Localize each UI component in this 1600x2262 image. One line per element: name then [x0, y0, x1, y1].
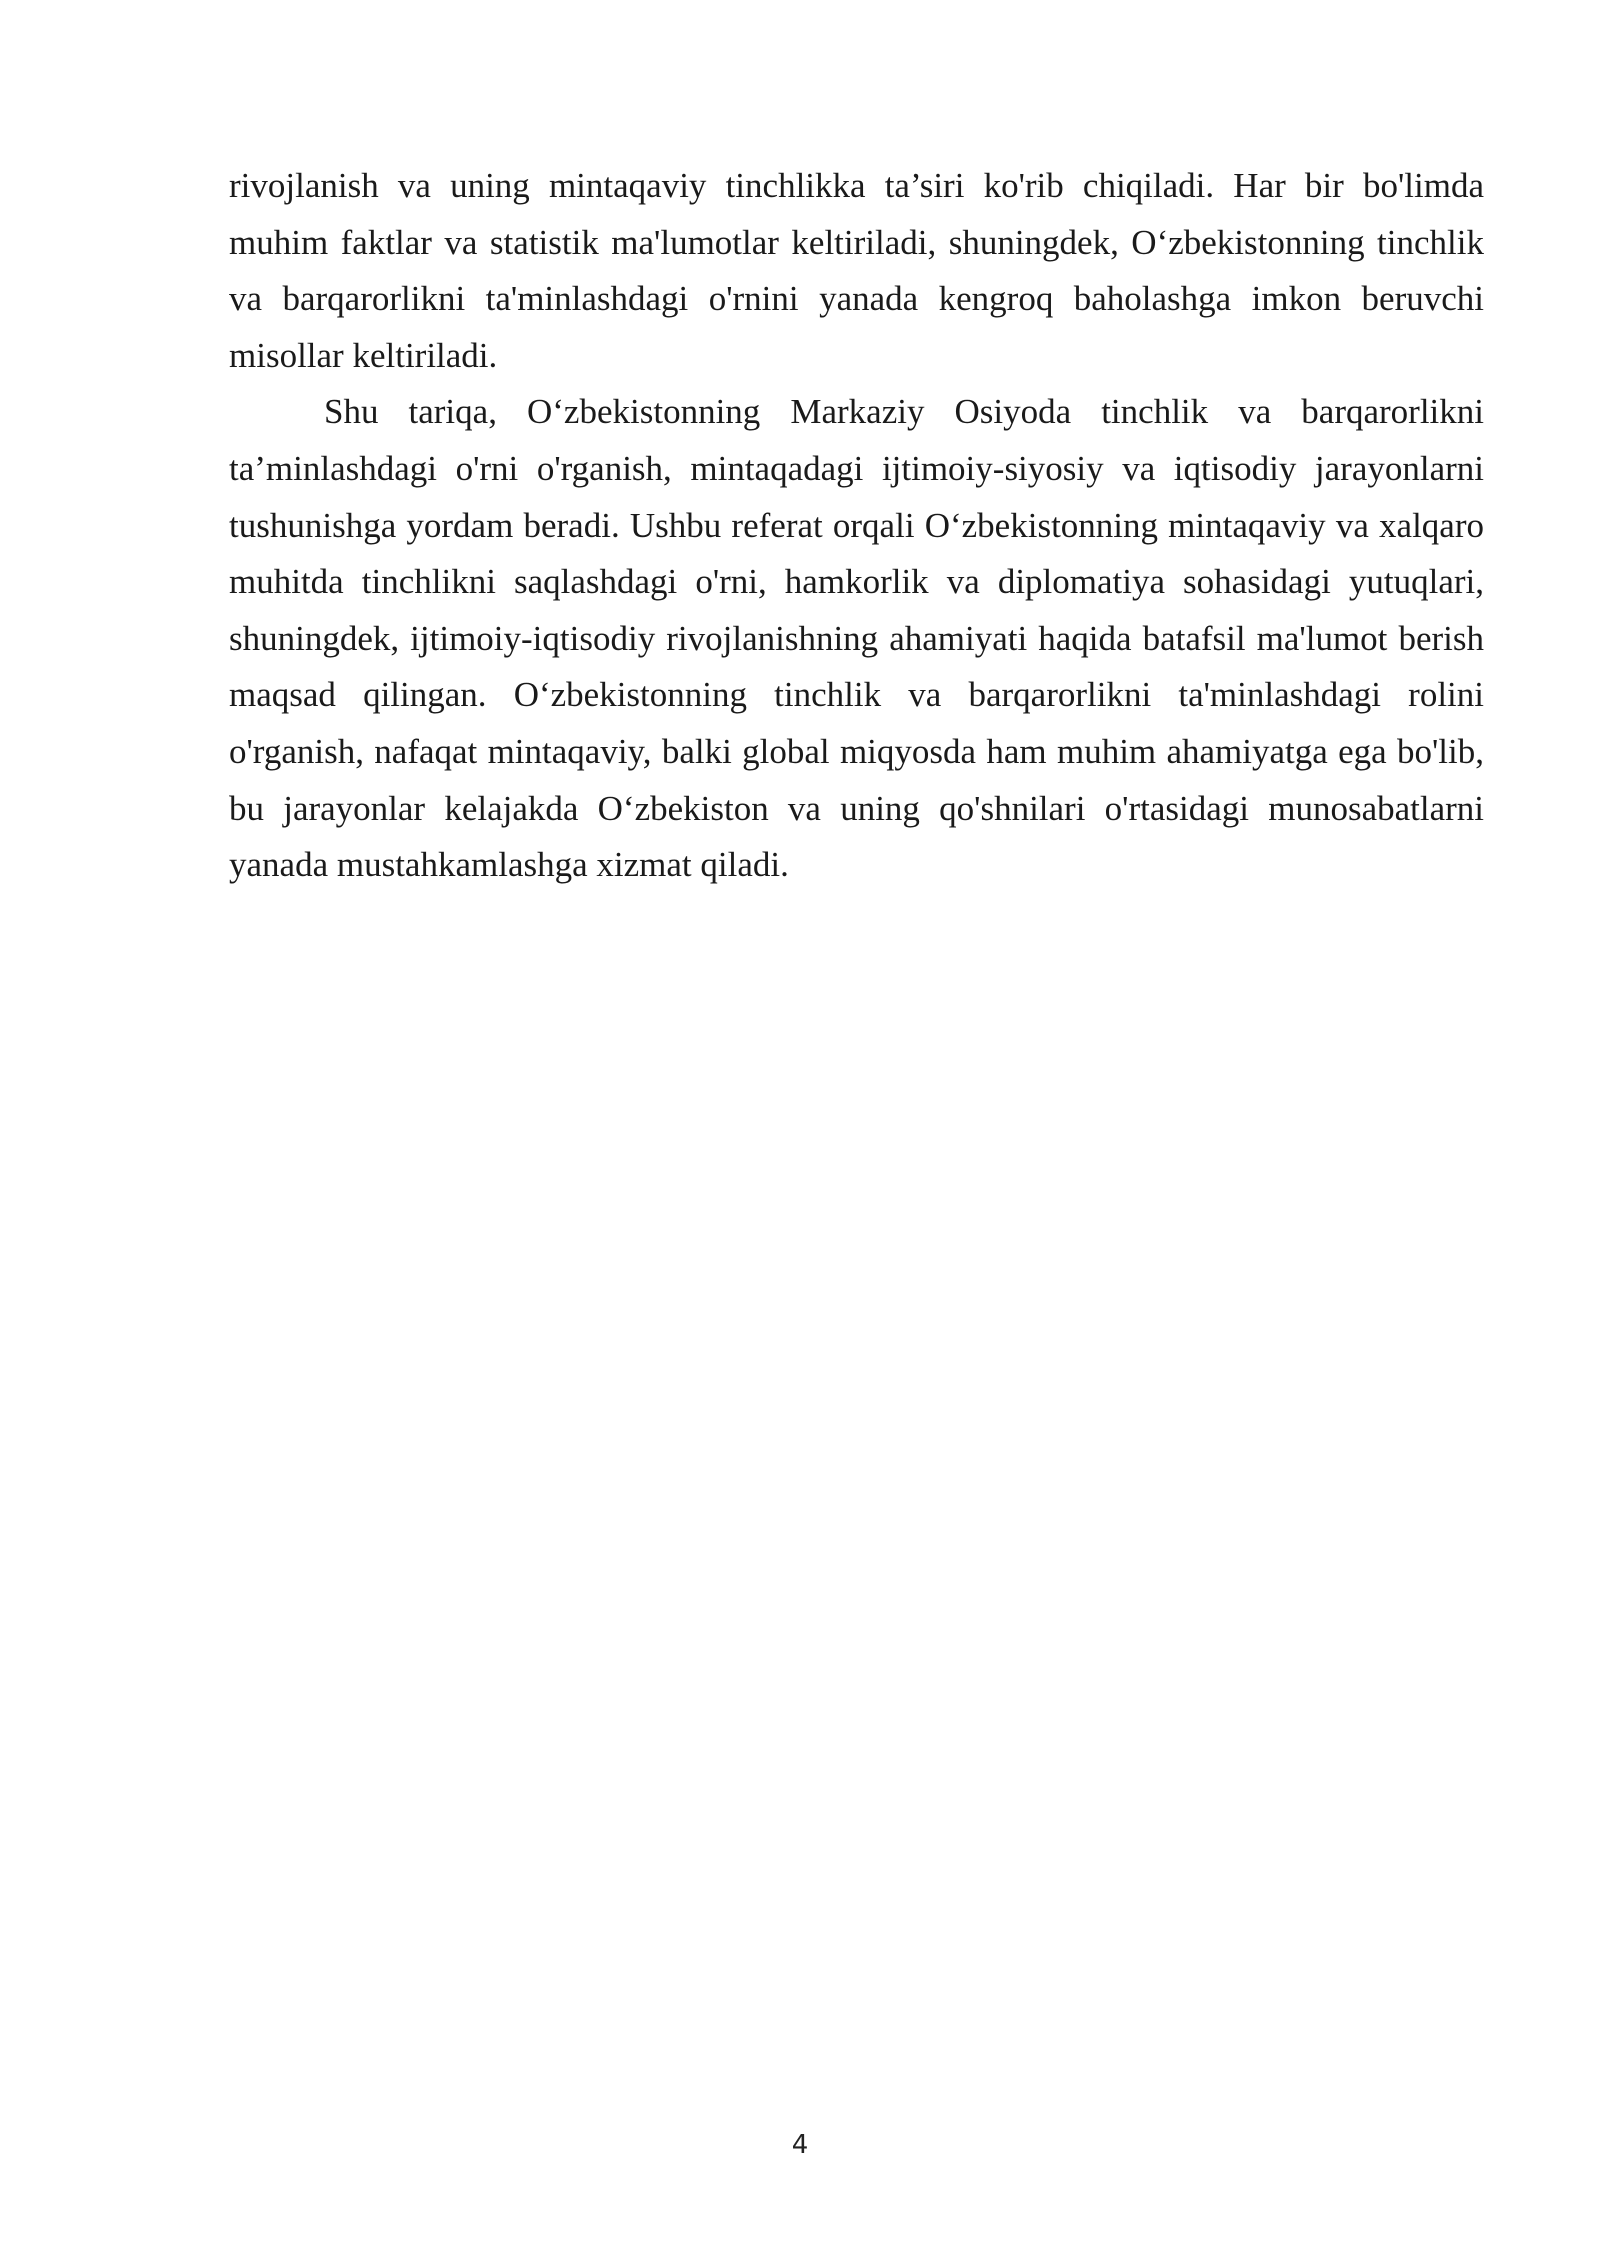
body-text	[229, 158, 1484, 894]
page-number: 4	[791, 2130, 809, 2160]
paragraph-conclusion: Shu tariqa, O‘zbekistonning Markaziy Osiyoda tinchlik va barqarorlikni ta’minlashdagi o'rni o'rganish, mintaqadagi ijtimoiy-siyosiy va iqtisodiy jarayonlarni tushunishga yordam beradi. Ushbu referat orqali O‘zbekistonning mintaqaviy va xalqaro muhitda tinchlikni saqlashdagi o'rni, hamkorlik va diplomatiya sohasidagi yutuqlari, shuningdek, ijtimoiy-iqtisodiy rivojlanishning ahamiyati haqida batafsil ma'lumot berish maqsad qilingan. O‘zbekistonning tinchlik va barqarorlikni ta'minlashdagi rolini o'rganish, nafaqat mintaqaviy, balki global miqyosda ham muhim ahamiyatga ega bo'lib, bu jarayonlar kelajakda O‘zbekiston va uning qo'shnilari o'rtasidagi munosabatlarni yanada mustahkamlashga xizmat qiladi.	[229, 392, 1484, 885]
paragraph-continuation: rivojlanish va uning mintaqaviy tinchlikka ta’siri ko'rib chiqiladi. Har bir bo'limda muhim faktlar va statistik ma'lumotlar keltiriladi, shuningdek, O‘zbekistonning tinchlik va barqarorlikni ta'minlashdagi o'rnini yanada kengroq baholashga imkon beruvchi misollar keltiriladi.	[229, 166, 1484, 375]
